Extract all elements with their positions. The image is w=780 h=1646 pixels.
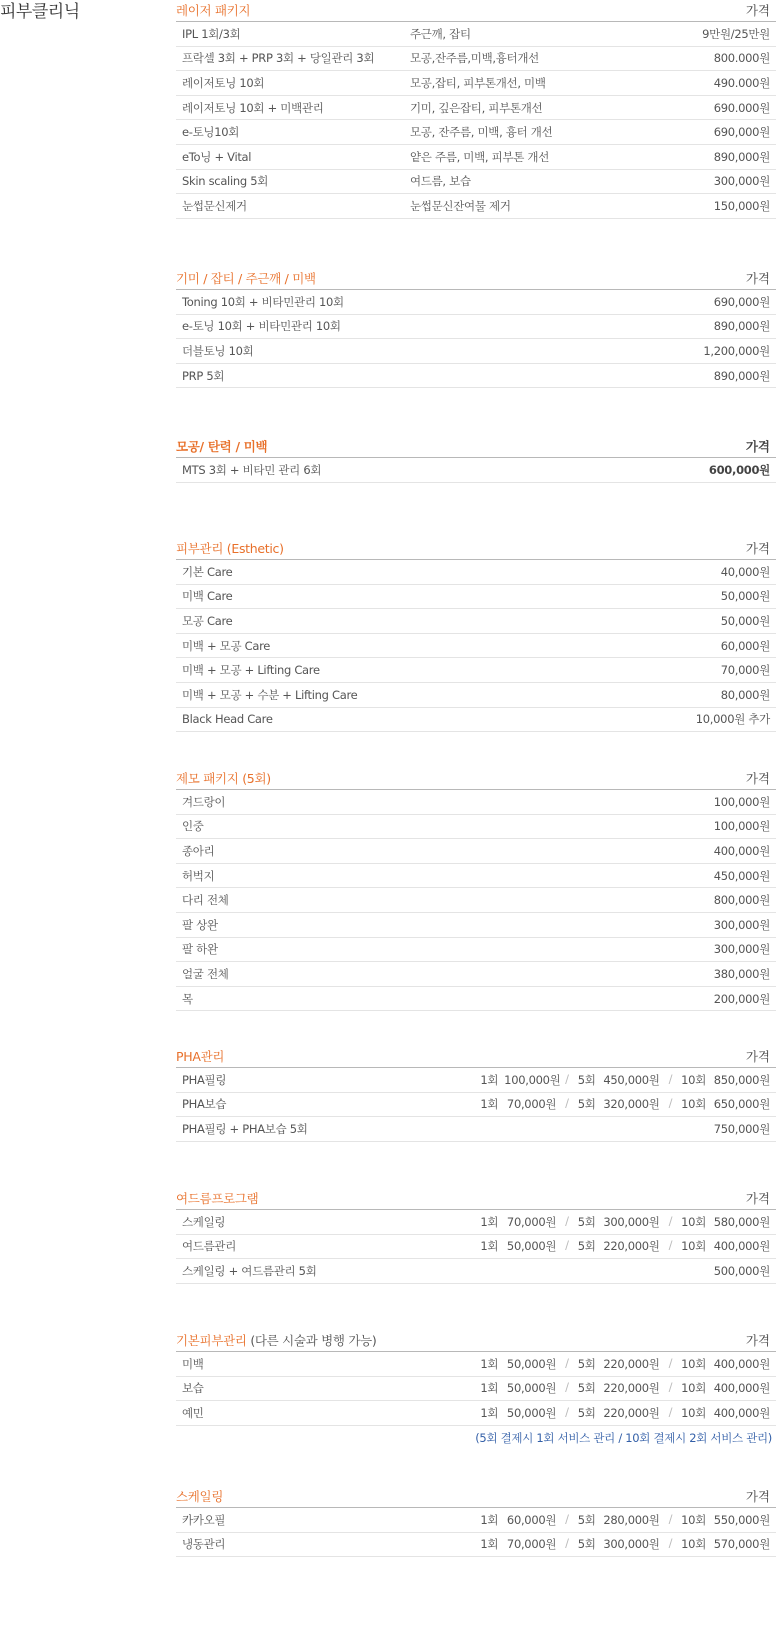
treatment-price: 9만원/25만원: [702, 26, 770, 41]
section-basic-skin-care: [176, 1328, 776, 1484]
treatment-price: 200,000원: [713, 991, 770, 1006]
price-5-sessions: 5회 220,000원: [577, 1405, 660, 1420]
separator: /: [565, 1238, 569, 1253]
price-1-session: 1회 50,000원: [480, 1405, 557, 1420]
price-5-sessions: 5회 300,000원: [577, 1537, 660, 1552]
treatment-effect: 모공,잡티, 피부톤개선, 미백: [410, 75, 546, 90]
price-10-sessions: 10회 580,000원: [681, 1214, 770, 1229]
table-row: [176, 1352, 776, 1377]
treatment-price: 50,000원: [720, 613, 770, 628]
treatment-price: 1,200,000원: [703, 343, 770, 358]
treatment-price: 890,000원: [713, 368, 770, 383]
treatment-name: 인중: [182, 819, 204, 834]
treatment-effect: 기미, 깊은잡티, 피부톤개선: [410, 100, 543, 115]
section-title: [176, 1331, 376, 1349]
table-row: [176, 1533, 776, 1558]
treatment-price: 750,000원: [713, 1121, 770, 1136]
treatment-price: 50,000원: [720, 589, 770, 604]
treatment-name: IPL 1회/3회: [182, 26, 241, 41]
price-1-session: 1회 50,000원: [480, 1381, 557, 1396]
session-prices: [480, 1512, 776, 1528]
table-row: [176, 120, 776, 145]
table-row: [176, 339, 776, 364]
table-row: [176, 815, 776, 840]
separator: /: [565, 1404, 569, 1419]
treatment-effect: 얕은 주름, 미백, 피부톤 개선: [410, 149, 550, 164]
treatment-name: Black Head Care: [182, 712, 273, 727]
section-laser-package: [176, 0, 776, 266]
session-prices: [480, 1072, 776, 1088]
separator: /: [668, 1536, 673, 1551]
treatment-effect: 모공, 잔주름, 미백, 흉터 개선: [410, 125, 553, 140]
price-5-sessions: 5회 280,000원: [577, 1512, 660, 1527]
price-5-sessions: 5회 450,000원: [577, 1072, 660, 1087]
treatment-price: 450,000원: [713, 868, 770, 883]
treatment-price: 890,000원: [713, 149, 770, 164]
price-10-sessions: 10회 650,000원: [681, 1097, 770, 1112]
session-prices: [480, 1214, 776, 1230]
table-row: [176, 71, 776, 96]
price-column-header: 가격: [745, 439, 770, 454]
section-header: [176, 0, 776, 22]
price-column-header: 가격: [745, 1191, 770, 1206]
price-10-sessions: 10회 400,000원: [681, 1405, 770, 1420]
treatment-price: 800,000원: [713, 893, 770, 908]
price-column-header: 가격: [745, 1489, 770, 1504]
treatment-name: 여드름관리: [182, 1239, 237, 1254]
table-row: [176, 1068, 776, 1093]
price-column-header: 가격: [745, 541, 770, 556]
treatment-price: 100,000원: [713, 794, 770, 809]
table-row: [176, 962, 776, 987]
treatment-name: 기본 Care: [182, 564, 233, 579]
treatment-name: 프락셀 3회 + PRP 3회 + 당일관리 3회: [182, 51, 375, 66]
separator: /: [668, 1096, 673, 1111]
table-row: [176, 96, 776, 121]
separator: /: [668, 1404, 673, 1419]
treatment-name: 팔 상완: [182, 917, 218, 932]
treatment-name: PHA보습: [182, 1097, 227, 1112]
section-header: [176, 1484, 776, 1508]
price-5-sessions: 5회 220,000원: [577, 1239, 660, 1254]
section-header: [176, 266, 776, 290]
treatment-price: 690.000원: [713, 100, 770, 115]
section-pha: [176, 1044, 776, 1186]
treatment-name: 얼굴 전체: [182, 966, 229, 981]
price-10-sessions: 10회 550,000원: [681, 1512, 770, 1527]
section-header: [176, 434, 776, 458]
price-1-session: 1회 70,000원: [480, 1537, 557, 1552]
section-esthetic: [176, 536, 776, 766]
treatment-effect: 여드름, 보습: [410, 174, 471, 189]
session-prices: [480, 1405, 776, 1421]
treatment-price: 80,000원: [720, 687, 770, 702]
treatment-price: 300,000원: [713, 917, 770, 932]
treatment-name: 목: [182, 991, 193, 1006]
treatment-price: 300,000원: [713, 174, 770, 189]
table-row: [176, 1117, 776, 1142]
treatment-name: 미백 + 모공 + 수분 + Lifting Care: [182, 687, 358, 702]
price-5-sessions: 5회 220,000원: [577, 1356, 660, 1371]
table-row: [176, 634, 776, 659]
treatment-name: e-토닝 10회 + 비타민관리 10회: [182, 319, 341, 334]
price-5-sessions: 5회 300,000원: [577, 1214, 660, 1229]
treatment-name: 종아리: [182, 843, 215, 858]
table-row: [176, 145, 776, 170]
session-prices: [480, 1380, 776, 1396]
treatment-effect: 주근깨, 잡티: [410, 26, 471, 41]
treatment-name: 더블토닝 10회: [182, 343, 254, 358]
price-10-sessions: 10회 400,000원: [681, 1356, 770, 1371]
separator: /: [668, 1071, 673, 1086]
session-prices: [480, 1096, 776, 1112]
table-row: [176, 47, 776, 72]
table-row: [176, 888, 776, 913]
table-row: [176, 938, 776, 963]
separator: /: [565, 1536, 569, 1551]
treatment-price: 10,000원 추가: [695, 712, 770, 727]
table-row: [176, 364, 776, 389]
section-header: [176, 1044, 776, 1068]
table-row: [176, 1508, 776, 1533]
treatment-name: e-토닝10회: [182, 125, 240, 140]
treatment-name: 겨드랑이: [182, 794, 226, 809]
treatment-name: eTo닝 + Vital: [182, 149, 252, 164]
price-10-sessions: 10회 570,000원: [681, 1537, 770, 1552]
treatment-name: 냉동관리: [182, 1537, 226, 1552]
treatment-price: 60,000원: [720, 638, 770, 653]
session-prices: [480, 1238, 776, 1254]
treatment-price: 800.000원: [713, 51, 770, 66]
price-5-sessions: 5회 220,000원: [577, 1381, 660, 1396]
treatment-name: 눈썹문신제거: [182, 198, 247, 213]
treatment-name: PHA필링 + PHA보습 5회: [182, 1121, 308, 1136]
section-title: 여드름프로그램: [176, 1191, 259, 1206]
separator: /: [565, 1096, 569, 1111]
price-10-sessions: 10회 400,000원: [681, 1239, 770, 1254]
separator: /: [668, 1511, 673, 1526]
treatment-price: 490.000원: [713, 75, 770, 90]
table-row: [176, 609, 776, 634]
session-prices: [480, 1536, 776, 1552]
price-5-sessions: 5회 320,000원: [577, 1097, 660, 1112]
price-1-session: 1회 70,000원: [480, 1097, 557, 1112]
treatment-effect: 눈썹문신잔여물 제거: [410, 198, 511, 213]
treatment-name: 팔 하완: [182, 942, 218, 957]
price-column-header: 가격: [745, 1049, 770, 1064]
table-row: [176, 1093, 776, 1118]
table-row: [176, 708, 776, 733]
table-row: [176, 839, 776, 864]
table-row: [176, 790, 776, 815]
price-column-header: 가격: [745, 271, 770, 286]
price-list: [176, 0, 776, 1557]
treatment-price: 300,000원: [713, 942, 770, 957]
table-row: [176, 683, 776, 708]
section-title: 기미 / 잡티 / 주근깨 / 미백: [176, 271, 316, 286]
treatment-name: 예민: [182, 1405, 204, 1420]
treatment-name: 모공 Care: [182, 613, 233, 628]
page-title: 피부클리닉: [0, 2, 80, 22]
treatment-price: 400,000원: [713, 843, 770, 858]
treatment-price: 100,000원: [713, 819, 770, 834]
treatment-price: 600,000원: [708, 462, 770, 477]
table-row: [176, 913, 776, 938]
treatment-name: MTS 3회 + 비타민 관리 6회: [182, 462, 322, 477]
separator: /: [668, 1213, 673, 1228]
table-row: [176, 585, 776, 610]
table-row: [176, 658, 776, 683]
treatment-price: 40,000원: [720, 564, 770, 579]
section-header: [176, 766, 776, 790]
table-row: [176, 458, 776, 483]
price-10-sessions: 10회 850,000원: [681, 1072, 770, 1087]
treatment-price: 690,000원: [713, 294, 770, 309]
section-title: PHA관리: [176, 1049, 225, 1064]
price-1-session: 1회 50,000원: [480, 1356, 557, 1371]
section-title: 레이저 패키지: [176, 3, 251, 18]
treatment-price: 690,000원: [713, 125, 770, 140]
table-row: [176, 1401, 776, 1426]
treatment-name: 다리 전체: [182, 893, 229, 908]
section-acne-program: [176, 1186, 776, 1328]
separator: /: [565, 1380, 569, 1395]
treatment-effect: 모공,잔주름,미백,흉터개선: [410, 51, 539, 66]
session-prices: [480, 1356, 776, 1372]
section-title: 모공/ 탄력 / 미백: [176, 439, 268, 454]
table-row: [176, 315, 776, 340]
price-column-header: 가격: [745, 771, 770, 786]
treatment-name: Toning 10회 + 비타민관리 10회: [182, 294, 344, 309]
treatment-price: 150,000원: [713, 198, 770, 213]
section-pore-elasticity: [176, 434, 776, 536]
price-1-session: 1회 50,000원: [480, 1239, 557, 1254]
table-row: [176, 1235, 776, 1260]
section-title: 제모 패키지 (5회): [176, 771, 271, 786]
section-scaling: [176, 1484, 776, 1557]
table-row: [176, 987, 776, 1012]
separator: /: [565, 1071, 569, 1086]
section-title-main: 기본피부관리: [176, 1333, 247, 1348]
treatment-name: PHA필링: [182, 1072, 227, 1087]
separator: /: [668, 1355, 673, 1370]
price-column-header: 가격: [745, 1333, 770, 1348]
treatment-name: 미백 + 모공 + Lifting Care: [182, 663, 320, 678]
treatment-price: 70,000원: [720, 663, 770, 678]
treatment-price: 500,000원: [713, 1263, 770, 1278]
table-row: [176, 194, 776, 219]
treatment-name: 미백 + 모공 Care: [182, 638, 271, 653]
separator: /: [668, 1380, 673, 1395]
treatment-name: 미백 Care: [182, 589, 233, 604]
treatment-name: 레이저토닝 10회: [182, 75, 265, 90]
treatment-name: 스케일링 + 여드름관리 5회: [182, 1263, 317, 1278]
treatment-price: 890,000원: [713, 319, 770, 334]
treatment-name: 허벅지: [182, 868, 215, 883]
section-header: [176, 536, 776, 560]
treatment-name: 미백: [182, 1356, 204, 1371]
table-row: [176, 22, 776, 47]
table-row: [176, 1377, 776, 1402]
treatment-name: 보습: [182, 1381, 204, 1396]
treatment-name: 스케일링: [182, 1214, 226, 1229]
separator: /: [565, 1355, 569, 1370]
separator: /: [565, 1511, 569, 1526]
price-1-session: 1회 60,000원: [480, 1512, 557, 1527]
table-row: [176, 290, 776, 315]
treatment-name: PRP 5회: [182, 368, 225, 383]
treatment-name: 카카오필: [182, 1512, 226, 1527]
section-title: 피부관리 (Esthetic): [176, 541, 284, 556]
section-hair-removal: [176, 766, 776, 1044]
service-note: (5회 결제시 1회 서비스 관리 / 10회 결제시 2회 서비스 관리): [475, 1430, 772, 1445]
table-row: [176, 1210, 776, 1235]
treatment-name: 레이저토닝 10회 + 미백관리: [182, 100, 324, 115]
treatment-name: Skin scaling 5회: [182, 174, 269, 189]
table-row: [176, 1259, 776, 1284]
price-column-header: 가격: [745, 3, 770, 18]
price-1-session: 1회 100,000원: [480, 1072, 561, 1087]
section-pigmentation: [176, 266, 776, 434]
table-row: [176, 170, 776, 195]
section-header: [176, 1328, 776, 1352]
table-row: [176, 560, 776, 585]
price-1-session: 1회 70,000원: [480, 1214, 557, 1229]
treatment-price: 380,000원: [713, 966, 770, 981]
price-10-sessions: 10회 400,000원: [681, 1381, 770, 1396]
separator: /: [668, 1238, 673, 1253]
table-row: [176, 864, 776, 889]
section-title-note: (다른 시술과 병행 가능): [246, 1333, 377, 1348]
section-title: 스케일링: [176, 1489, 224, 1504]
section-header: [176, 1186, 776, 1210]
separator: /: [565, 1213, 569, 1228]
